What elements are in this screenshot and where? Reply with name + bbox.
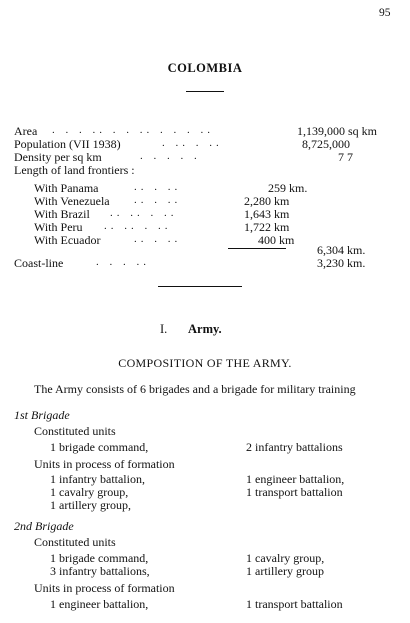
frontier-name: With Panama — [34, 181, 99, 195]
density-label: Density per sq km — [14, 150, 102, 164]
unit-item: 1 brigade command, — [50, 551, 149, 565]
frontier-value: 2,280 km — [244, 194, 290, 208]
unit-item: 3 infantry battalions, — [50, 564, 150, 578]
constituted-label: Constituted units — [34, 535, 116, 549]
frontier-leader: .. . .. — [134, 194, 182, 206]
constituted-label: Constituted units — [34, 424, 116, 438]
area-label: Area — [14, 124, 38, 138]
frontier-name: With Venezuela — [34, 194, 110, 208]
unit-item: 1 infantry battalion, — [50, 472, 145, 486]
unit-item: 1 artillery group — [246, 564, 324, 578]
frontier-value: 400 km — [258, 233, 295, 247]
unit-item: 1 artillery group, — [50, 498, 131, 512]
frontier-value: 259 km. — [268, 181, 308, 195]
density-leader: . . . . . — [140, 150, 201, 162]
section-intro: The Army consists of 6 brigades and a brigade for military training — [34, 382, 356, 396]
unit-item: 1 transport battalion — [246, 485, 343, 499]
section-rule — [158, 286, 242, 287]
country-title: COLOMBIA — [167, 61, 243, 75]
frontiers-sum-rule — [228, 248, 286, 249]
frontiers-label: Length of land frontiers : — [14, 163, 135, 177]
frontier-leader: .. . .. — [134, 181, 182, 193]
brigade-heading: 1st Brigade — [14, 408, 70, 422]
unit-item: 1 transport battalion — [246, 597, 343, 611]
unit-item: 1 engineer battalion, — [50, 597, 149, 611]
frontier-name: With Brazil — [34, 207, 90, 221]
section-subtitle: COMPOSITION OF THE ARMY. — [118, 356, 292, 370]
coastline-value: 3,230 km. — [317, 256, 366, 270]
population-leader: . .. . .. — [162, 137, 223, 149]
section-title: Army. — [188, 322, 222, 336]
frontiers-total: 6,304 km. — [317, 243, 366, 257]
page-number: 95 — [379, 7, 391, 19]
unit-item: 1 brigade command, — [50, 440, 149, 454]
frontier-name: With Peru — [34, 220, 83, 234]
frontier-value: 1,722 km — [244, 220, 290, 234]
section-number: I. — [160, 322, 168, 336]
frontier-leader: .. .. . .. — [110, 207, 178, 219]
density-value: 7 7 — [338, 150, 353, 164]
population-value: 8,725,000 — [302, 137, 350, 151]
population-label: Population (VII 1938) — [14, 137, 121, 151]
frontier-leader: .. . .. — [134, 233, 182, 245]
coastline-label: Coast-line — [14, 256, 64, 270]
frontier-value: 1,643 km — [244, 207, 290, 221]
frontier-name: With Ecuador — [34, 233, 101, 247]
area-leader: . . . .. . . .. . . . .. — [52, 124, 214, 136]
frontier-leader: .. .. . .. — [104, 220, 172, 232]
coastline-leader: . . . .. — [96, 256, 150, 268]
brigade-heading: 2nd Brigade — [14, 519, 74, 533]
title-rule — [186, 91, 224, 92]
unit-item: 2 infantry battalions — [246, 440, 343, 454]
unit-item: 1 cavalry group, — [246, 551, 325, 565]
area-value: 1,139,000 sq km — [297, 124, 378, 138]
unit-item: 1 engineer battalion, — [246, 472, 345, 486]
unit-item: 1 cavalry group, — [50, 485, 129, 499]
formation-label: Units in process of formation — [34, 581, 175, 595]
formation-label: Units in process of formation — [34, 457, 175, 471]
